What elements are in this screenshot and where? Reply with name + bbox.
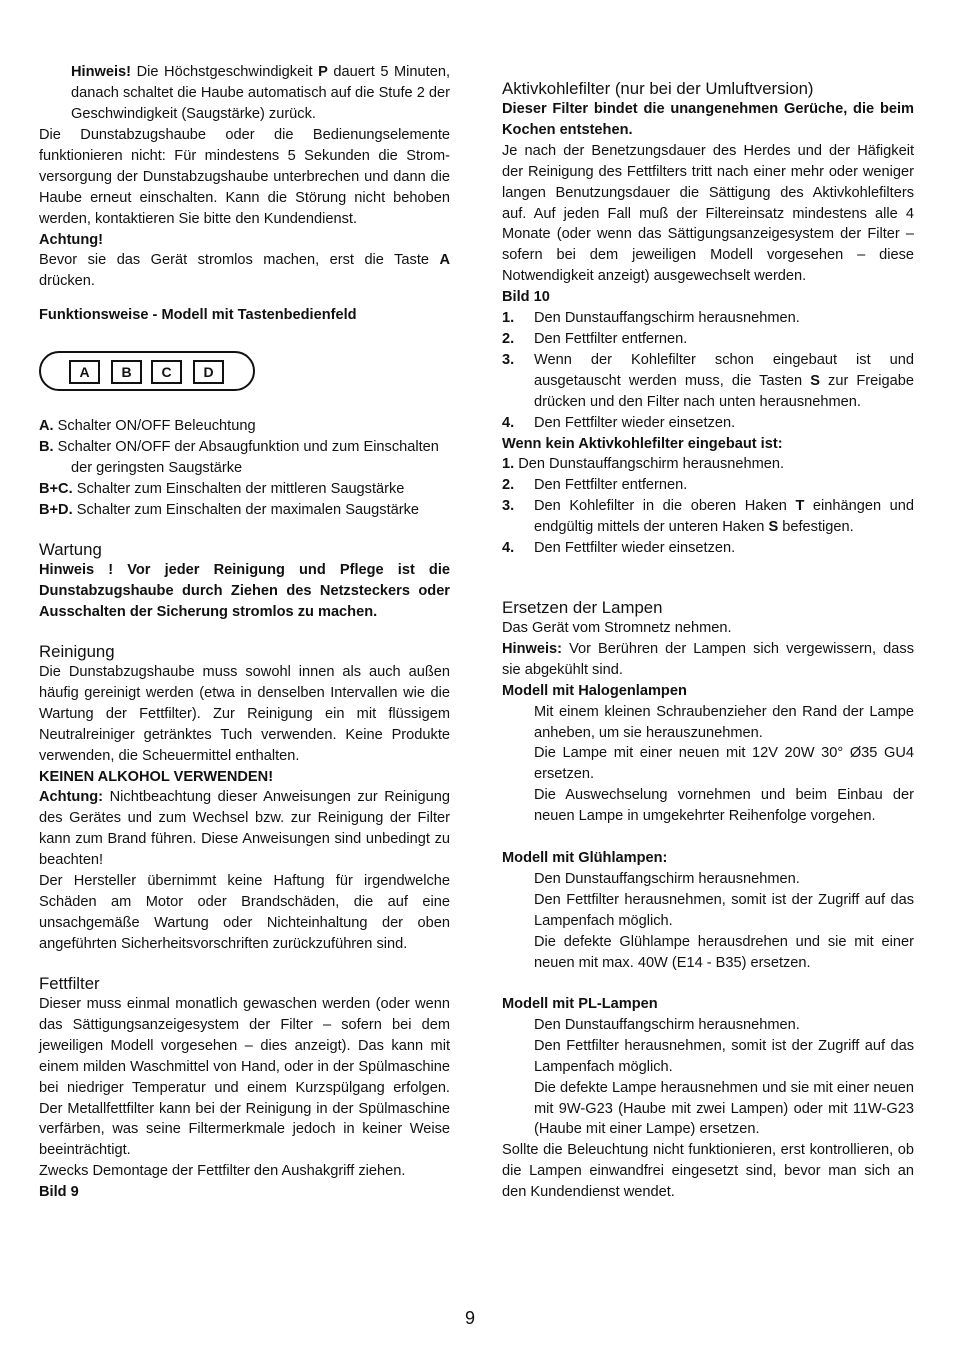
section-title: Aktivkohlefilter (nur bei der Umluftversion) xyxy=(502,79,814,98)
keypad-diagram xyxy=(39,351,255,391)
step-item: 4. Den Fettfilter wieder einsetzen. xyxy=(502,414,736,431)
keypad-legend xyxy=(39,416,450,521)
section-title: Ersetzen der Lampen xyxy=(502,598,663,617)
section-title-funktion: Funktionsweise - Modell mit Tastenbedienfeld xyxy=(39,307,357,323)
section-lampen: Ersetzen der Lampen Das Gerät vom Stromnetz nehmen. Hinweis: Vor Berühren der Lampen sich vergewissern, dass sie abgekühlt sind. Modell mit Halogenlampen Mit einem kleinen Schraubenzieher den Rand der Lampe anheben, um sie herauszunehmen. Die Lampe mit einer neuen mit 12V 20W 30° Ø35 GU4 ersetzen. Die Auswechselung vornehmen und beim Einbau der neuen Lampe in umgekehrter Reihenfolge vorgehen. xyxy=(502,598,914,825)
key-a: A xyxy=(69,360,100,384)
key-b: B xyxy=(111,360,142,384)
section-reinigung: Reinigung Die Dunstabzugshaube muss sowohl innen als auch außen häufig gereinigt werden (etwa in denselben Intervallen wie die Wartung der Fettfilter). Zur Reinigung ein mit flüssigem Neutralreiniger getränktes Tuch verwenden. Keine Produkte verwenden, die Scheuermittel enthalten. KEINEN ALKOHOL VERWENDEN! Achtung: Nichtbeachtung dieser Anweisungen zur Reinigung des Gerätes und zum Wechsel bzw. zur Reinigung der Filter kann zum Brand führen. Diese Anweisungen sind unbedingt zu beachten! Der Hersteller übernimmt keine Haftung für irgendwelche Schäden am Motor oder Brandschäden, die auf eine unsachgemäße Wartung oder Nichteinhaltung der oben angeführten Sicherheitsvorschriften zurückzuführen sind. xyxy=(39,642,450,952)
section-aktivkohlefilter: Aktivkohlefilter (nur bei der Umluftversion) Dieser Filter bindet die unangenehmen Gerüche, die beim Kochen entstehen. Je nach der Benetzungsdauer des Herdes und der Häfigkeit der Reinigung des Fettfilters tritt nach einer mehr oder weniger langen Benutzungsdauer die Sättigung des Aktivkohlefilters auf. Auf jeden Fall muß der Filtereinsatz mindestens alle 4 Monate (oder wenn das Sättigungsanzeigesystem der Filter – sofern bei dem jeweiligen Modell vorgesehen – diese Notwendigkeit anzeigt) ausgewechselt werden. Bild 10 1. Den Dunstauffangschirm herausnehmen. 2. Den Fettfilter entfernen. 3. Wenn der Kohlefilter schon eingebaut ist und ausgetauscht werden muss, die Tasten S zur Freigabe drücken und den Filter nach unten herausnehmen. 4. Den Fettfilter wieder einsetzen. Wenn kein Aktivkohlefilter eingebaut ist: 1. Den Dunstauffangschirm herausnehmen. 2. Den Fettfilter entfernen. 3. Den Kohlefilter in die oberen Haken T einhängen und endgültig mittels der unteren Haken S befestigen. 4. Den Fettfilter wieder einsetzen. xyxy=(502,78,914,559)
step-item: 2. Den Fettfilter entfernen. xyxy=(502,330,688,347)
note-max-speed: Hinweis! Die Höchstgeschwindigkeit P dauert 5 Minuten, danach schaltet die Haube automatisch auf die Stufe 2 der Geschwindigkeit (Saugstärke) zurück. xyxy=(71,64,450,122)
section-title: Reinigung xyxy=(39,642,115,661)
step-item: 4. Den Fettfilter wieder einsetzen. xyxy=(502,540,736,557)
page-number: 9 xyxy=(465,1308,476,1328)
section-pl-lampen: Modell mit PL-Lampen Den Dunstauffangschirm herausnehmen. Den Fettfilter herausnehmen, somit ist der Zugriff auf das Lampenfach möglich. Die defekte Lampe herausnehmen und sie mit einer neuen mit 9W-G23 (Haube mit zwei Lampen) oder mit 11W-G23 (Haube mit einer Lampe) ersetzen. Sollte die Beleuchtung nicht funktionieren, erst kontrollieren, ob die Lampen einwandfrei eingesetzt sind, bevor man sich an den Kundendienst wendet. xyxy=(502,996,914,1201)
legend-item: B+D. Schalter zum Einschalten der maximalen Saugstärke xyxy=(39,501,420,518)
note-label: Hinweis! xyxy=(71,64,132,80)
step-item: 2. Den Fettfilter entfernen. xyxy=(502,477,688,494)
warning-label: Achtung! xyxy=(39,231,104,248)
legend-item: A. Schalter ON/OFF Beleuchtung xyxy=(39,418,256,434)
paragraph-troubleshoot: Die Dunstabzugshaube oder die Bedienungselemente funktionieren nicht: Für mindestens 5 Sekunden die Strom-versorgung der Dunstabzugshaube unterbrechen und dann die Haube erneut einschalten. Kann die Störung nicht behoben werden, kontaktieren Sie bitte den Kundendienst. Achtung! Bevor sie das Gerät stromlos machen, erst die Taste A drücken. xyxy=(39,127,450,290)
step-item: 3. Den Kohlefilter in die oberen Haken T einhängen und endgültig mittels der unteren Haken S befestigen. xyxy=(502,498,914,536)
section-fettfilter: Fettfilter Dieser muss einmal monatlich gewaschen werden (oder wenn das Sättigungsanzeigesystem der Filter – sofern bei dem jeweiligen Modell vorgesehen – dies anzeigt). Das kann mit einem milden Waschmittel von Hand, oder in der Spülmaschine bei niedriger Temperatur und einem Kurzspülgang erfolgen. Der Metallfettfilter kann bei der Reinigung in der Spülmaschine verfärben, was seine Filtermerkmale jedoch in keiner Weise beeinträchtigt. Zwecks Demontage der Fettfilter den Aushakgriff ziehen. Bild 9 xyxy=(39,974,450,1201)
section-wartung: Wartung Hinweis ! Vor jeder Reinigung und Pflege ist die Dunstabzugshaube durch Ziehen des Netzsteckers oder Ausschalten der Sicherung stromlos zu machen. xyxy=(39,540,450,620)
legend-item: B+C. Schalter zum Einschalten der mittleren Saugstärke xyxy=(39,480,405,497)
section-title: Fettfilter xyxy=(39,974,100,993)
key-d: D xyxy=(193,360,224,384)
legend-item: B. Schalter ON/OFF der Absaugfunktion und zum Einschalten der geringsten Saugstärke xyxy=(39,438,439,476)
key-c: C xyxy=(151,360,182,384)
section-title: Wartung xyxy=(39,540,102,559)
step-item: 1. Den Dunstauffangschirm herausnehmen. xyxy=(502,456,785,473)
step-item: 3. Wenn der Kohlefilter schon eingebaut ist und ausgetauscht werden muss, die Tasten S zur Freigabe drücken und den Filter nach unten herausnehmen. xyxy=(502,351,914,410)
section-gluehlampen: Modell mit Glühlampen: Den Dunstauffangschirm herausnehmen. Den Fettfilter herausnehmen, somit ist der Zugriff auf das Lampenfach möglich. Die defekte Glühlampe herausdrehen und sie mit einer neuen mit max. 40W (E14 - B35) ersetzen. xyxy=(502,850,914,971)
step-item: 1. Den Dunstauffangschirm herausnehmen. xyxy=(502,310,800,327)
